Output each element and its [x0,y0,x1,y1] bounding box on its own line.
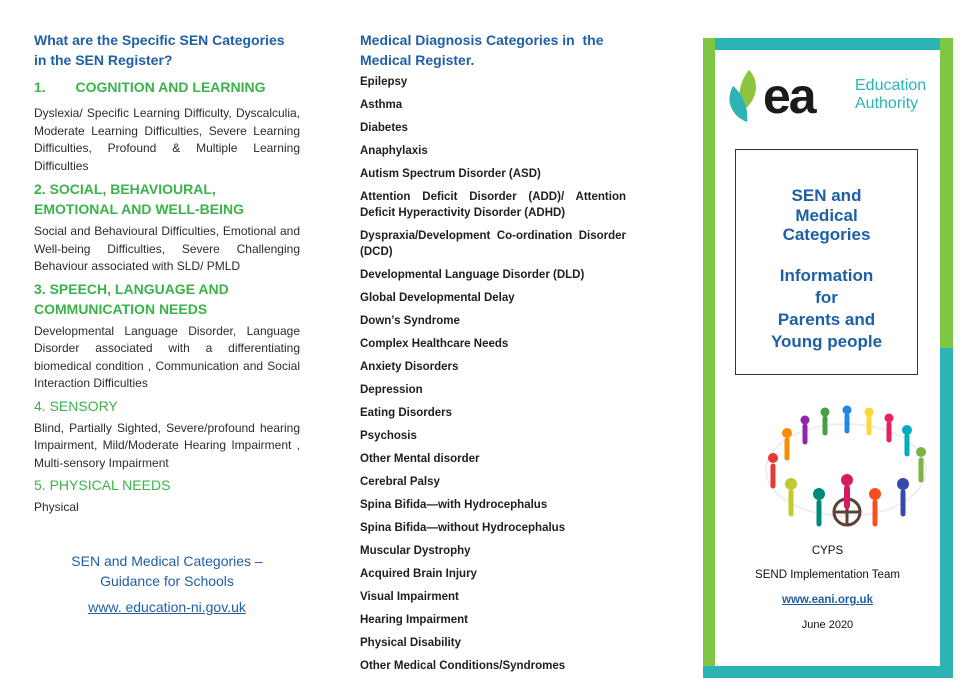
title-box [735,149,918,375]
medical-item: Dyspraxia/Development Co-ordination Disorder (DCD) [360,230,626,258]
border-right-upper [940,38,953,348]
medical-item: Developmental Language Disorder (DLD) [360,269,585,281]
cat3-heading [34,279,300,319]
medical-item: Physical Disability [360,637,461,649]
medical-item: Down’s Syndrome [360,315,460,327]
title-line3: Categories [782,225,871,244]
cover-subtitle [736,265,917,353]
border-right-lower [940,348,953,678]
team-name: SEND Implementation Team [755,569,900,581]
medical-heading [360,30,626,70]
medical-item: Asthma [360,99,403,111]
medical-item: Attention Deficit Disorder (ADD)/ Attention Deficit Hyperactivity Disorder (ADHD) [360,191,626,219]
medical-item: Acquired Brain Injury [360,568,477,580]
cat1-number: 1. [34,79,46,95]
cat5-description: Physical [34,500,79,514]
guidance-link[interactable]: www. education-ni.gov.uk [88,598,246,615]
medical-item: Eating Disorders [360,407,453,419]
title-line1: SEN and [791,186,862,205]
info-line3: Parents and [777,309,876,329]
medical-item: Psychosis [360,430,417,442]
border-top [703,38,940,50]
title-line2: Medical [795,205,858,225]
logo-mark: ea [763,68,815,124]
medical-item: Epilepsy [360,76,408,88]
medical-item: Muscular Dystrophy [360,545,471,557]
border-left [703,38,715,678]
medical-item: Other Mental disorder [360,453,480,465]
cat4-heading: 4. SENSORY [34,397,118,414]
medical-heading-line2: Medical Register. [360,52,475,68]
cat2-title-line1: 2. SOCIAL, BEHAVIOURAL, [34,181,216,197]
medical-item: Depression [360,384,423,396]
cat2-heading [34,179,300,219]
border-bottom [703,666,940,678]
medical-item: Global Developmental Delay [360,292,515,304]
info-line4: Young people [770,331,883,351]
cat3-description: Developmental Language Disorder, Language Disorder associated with a differentiating biomedical condition , Communication and Social Interaction Difficulties [34,323,300,390]
children-circle-illustration [753,400,939,535]
cat1-heading [34,77,300,97]
medical-heading-line1: Medical Diagnosis Categories in the [360,32,604,48]
eani-link[interactable]: www.eani.org.uk [782,594,873,606]
medical-list [360,74,626,674]
sen-column [34,30,300,617]
medical-item: Hearing Impairment [360,614,468,626]
leaf-icon [727,68,761,124]
logo-text-line2: Authority [855,95,919,112]
cat2-description: Social and Behavioural Difficulties, Emotional and Well-being Difficulties, Severe Challenging Behaviour associated with SLD/ PMLD [34,224,300,273]
medical-item: Spina Bifida—with Hydrocephalus [360,499,548,511]
medical-item: Anxiety Disorders [360,361,459,373]
sen-heading [34,30,300,70]
medical-item: Visual Impairment [360,591,459,603]
publish-date: June 2020 [801,619,854,631]
info-line1: Information [779,265,874,285]
medical-item: Cerebral Palsy [360,476,440,488]
medical-item: Autism Spectrum Disorder (ASD) [360,168,541,180]
cat2-title-line2: EMOTIONAL AND WELL-BEING [34,201,244,217]
cat3-title-line2: COMMUNICATION NEEDS [34,300,208,317]
ea-logo [727,68,937,128]
cat4-description: Blind, Partially Sighted, Severe/profound hearing Impairment, Mild/Moderate Hearing Impairment , Multi-sensory Impairment [34,420,300,470]
sen-heading-line2: in the SEN Register? [34,52,173,68]
guidance-line1: SEN and Medical Categories – [71,552,263,569]
org-name: CYPS [811,545,844,557]
cat1-description: Dyslexia/ Specific Learning Difficulty, Dyscalculia, Moderate Learning Difficulties, Severe Learning Difficulties, Profound & Multiple Learning Difficulties [34,106,300,173]
info-line2: for [815,287,838,307]
sen-heading-line1: What are the Specific SEN Categories [34,32,285,48]
cat5-heading: 5. PHYSICAL NEEDS [34,477,171,493]
medical-column [360,30,626,681]
medical-item: Diabetes [360,122,408,134]
medical-item: Complex Healthcare Needs [360,338,509,350]
guidance-line2: Guidance for Schools [100,572,234,589]
cover-title [736,186,917,245]
cat1-title: COGNITION AND LEARNING [75,79,266,95]
medical-item: Anaphylaxis [360,145,428,157]
logo-text-line1: Education [855,77,927,94]
cover-panel [703,38,953,678]
guidance-title [34,551,300,591]
medical-item: Spina Bifida—without Hydrocephalus [360,522,566,534]
cat3-title-line1: 3. SPEECH, LANGUAGE AND [34,280,229,297]
medical-item: Other Medical Conditions/Syndromes [360,660,566,672]
